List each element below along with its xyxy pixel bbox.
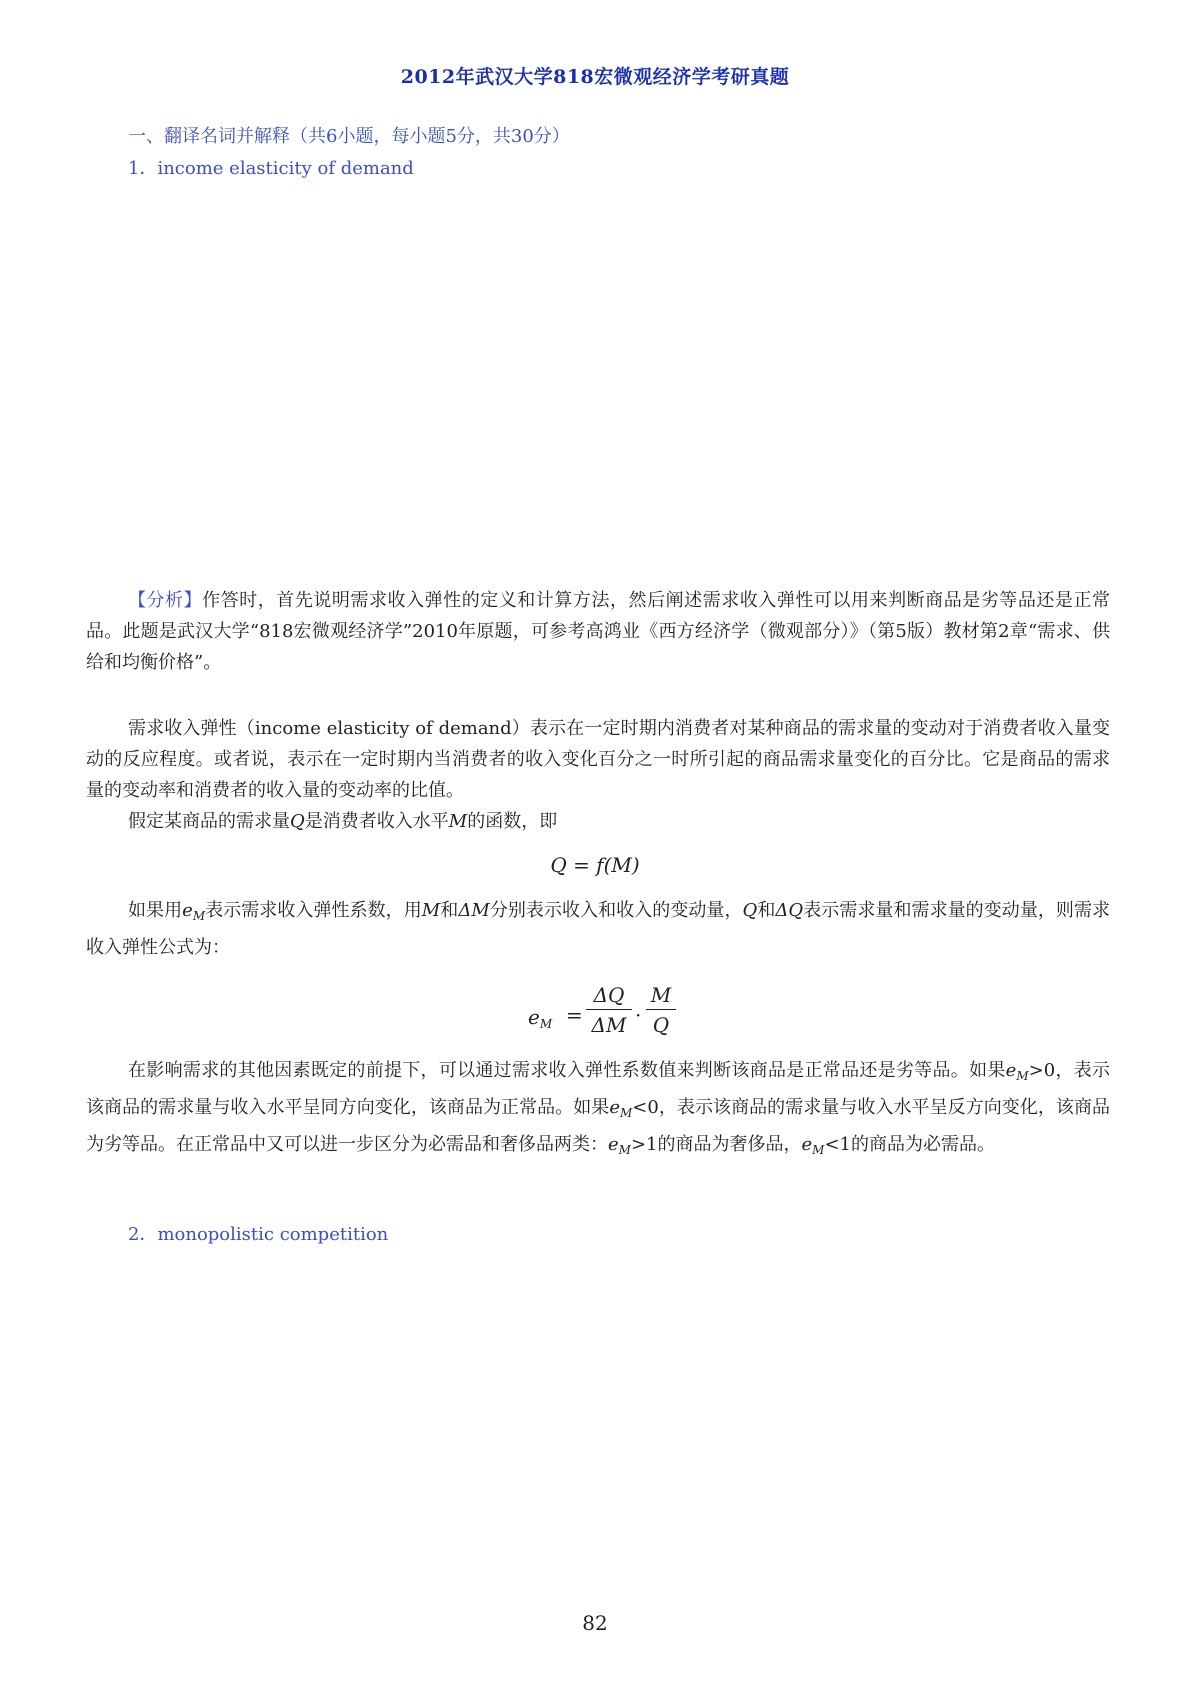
assumption-text-b: 是消费者收入水平 xyxy=(304,811,449,832)
fraction-dq-dm xyxy=(586,983,632,1037)
condition-gt-1: >1 xyxy=(630,1134,658,1155)
analysis-paragraph xyxy=(86,585,1110,678)
sub-m: M xyxy=(620,1106,633,1120)
sub-m: M xyxy=(1016,1069,1029,1083)
var-e: e xyxy=(801,1134,813,1155)
var-e: e xyxy=(609,1097,620,1118)
page-number: 82 xyxy=(582,1611,608,1635)
formula-income-elasticity xyxy=(528,983,688,1053)
var-e: e xyxy=(182,900,193,921)
judgement-text-d: 的商品为奢侈品， xyxy=(657,1134,802,1155)
condition-lt-1: <1 xyxy=(824,1134,851,1155)
sub-m: M xyxy=(192,909,206,923)
judgement-text-c: ，表示该商品的需求量与收入水平呈反方向变化，该商品为劣等品。在正常品中又可以进一步区分为必需品和奢侈品两类： xyxy=(86,1097,1110,1155)
notation-text-e: 和 xyxy=(757,900,776,921)
section-heading xyxy=(128,122,570,148)
fraction-m-q xyxy=(646,983,676,1037)
frac1-numerator: ΔQ xyxy=(586,983,632,1010)
var-q: Q xyxy=(742,900,758,921)
sub-m: M xyxy=(812,1143,825,1157)
frac1-denominator: ΔM xyxy=(591,1013,627,1037)
judgement-text-a: 在影响需求的其他因素既定的前提下，可以通过需求收入弹性系数值来判断该商品是正常品还是劣等品。如果 xyxy=(128,1060,1006,1081)
sub-m: M xyxy=(618,1143,631,1157)
var-m: M xyxy=(448,811,468,832)
notation-text-f: 表示需求量和需求量的变动量，则需求收入弹性公式为： xyxy=(86,900,1111,958)
var-delta-q: ΔQ xyxy=(775,900,804,921)
analysis-label: 【分析】 xyxy=(128,590,203,611)
var-e: e xyxy=(1005,1060,1017,1081)
frac2-denominator: Q xyxy=(652,1013,670,1037)
question-2: 2．monopolistic competition xyxy=(128,1224,389,1245)
judgement-text-e: 的商品为必需品。 xyxy=(851,1134,995,1155)
question-1: 1．income elasticity of demand xyxy=(128,158,414,179)
var-delta-m: ΔM xyxy=(458,900,490,921)
analysis-text: 作答时，首先说明需求收入弹性的定义和计算方法，然后阐述需求收入弹性可以用来判断商品是劣等品还是正常品。此题是武汉大学“818宏微观经济学”2010年原题，可参考高鸿业《西方经济学（微观部分）》（第5版）教材第2章“需求、供给和均衡价格”。 xyxy=(86,590,1110,673)
condition-gt-0: >0 xyxy=(1028,1060,1056,1081)
frac2-numerator: M xyxy=(646,983,676,1010)
notation-text-b: 表示需求收入弹性系数，用 xyxy=(205,900,422,921)
formula-lhs xyxy=(528,1005,552,1031)
notation-text-c: 和 xyxy=(440,900,459,921)
judgement-paragraph xyxy=(86,1055,1110,1166)
var-q: Q xyxy=(290,811,305,832)
section-heading-text: 一、翻译名词并解释（共6小题，每小题5分，共30分） xyxy=(128,126,570,147)
formula-demand-function: Q = f(M) xyxy=(550,853,640,877)
condition-lt-0: <0 xyxy=(632,1097,659,1118)
notation-paragraph xyxy=(86,895,1110,963)
page-title: 2012年武汉大学818宏微观经济学考研真题 xyxy=(400,66,790,88)
var-e: e xyxy=(608,1134,619,1155)
lhs-sub: M xyxy=(539,1017,553,1031)
judgement-text-b: ，表示该商品的需求量与收入水平呈同方向变化，该商品为正常品。如果 xyxy=(86,1060,1111,1118)
notation-text-a: 如果用 xyxy=(128,900,183,921)
lhs-e: e xyxy=(528,1005,540,1029)
assumption-paragraph xyxy=(86,806,1110,837)
assumption-text-c: 的函数，即 xyxy=(467,811,558,832)
assumption-text-a: 假定某商品的需求量 xyxy=(128,811,290,832)
multiply-dot: · xyxy=(635,1003,642,1027)
notation-text-d: 分别表示收入和收入的变动量， xyxy=(489,900,743,921)
var-m: M xyxy=(421,900,441,921)
definition-paragraph: 需求收入弹性（income elasticity of demand）表示在一定时期内消费者对某种商品的需求量的变动对于消费者收入量变动的反应程度。或者说，表示在一定时期内当消费者的收入变化百分之一时所引起的商品需求量变化的百分比。它是商品的需求量的变动率和消费者的收入量的变动率的比值。 xyxy=(86,718,1110,801)
equals-sign: = xyxy=(566,1003,583,1027)
